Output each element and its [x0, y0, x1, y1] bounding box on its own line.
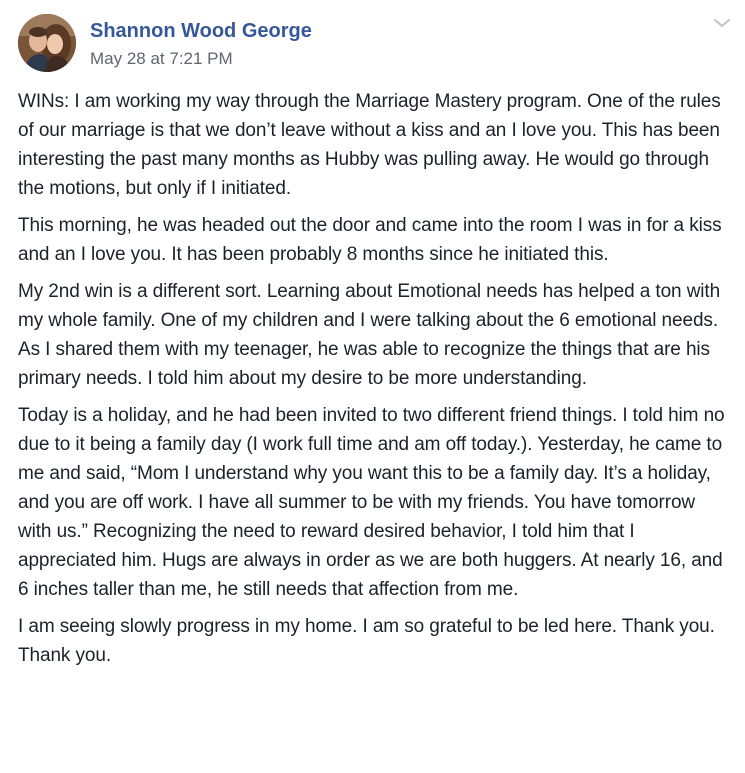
post-header [18, 14, 718, 74]
post-paragraph-3: My 2nd win is a different sort. Learning about Emotional needs has helped a ton with my whole family. One of my children and I were talking about the 6 emotional needs. As I shared them with my teenager, he was able to recognize the things that are his primary needs. I told him about my desire to be more understanding. [18, 281, 721, 389]
avatar[interactable] [18, 14, 76, 72]
chevron-down-icon [712, 16, 732, 30]
post-paragraph-4: Today is a holiday, and he had been invited to two different friend things. I told him no due to it being a family day (I work full time and am off today.). Yesterday, he came to me and said, “Mom I understand why you want this to be a family day. It’s a holiday, and you are off work. I have all summer to be with my friends. You have tomorrow with us.” Recognizing the need to reward desired behavior, I told him that I appreciated him. Hugs are always in order as we are both huggers. At nearly 16, and 6 inches taller than me, he still needs that affection from me. [18, 405, 725, 600]
post-paragraph-2: This morning, he was headed out the door and came into the room I was in for a kiss and an I love you. It has been probably 8 months since he initiated this. [18, 215, 722, 265]
avatar-photo [18, 14, 76, 72]
post-menu-button[interactable] [712, 16, 732, 30]
post-timestamp[interactable]: May 28 at 7:21 PM [90, 49, 233, 68]
post-body [18, 87, 733, 678]
author-name[interactable]: Shannon Wood George [90, 20, 312, 42]
post-paragraph-5: I am seeing slowly progress in my home. I am so grateful to be led here. Thank you. Thank you. [18, 616, 715, 666]
post-paragraph-1: WINs: I am working my way through the Marriage Mastery program. One of the rules of our marriage is that we don’t leave without a kiss and an I love you. This has been interesting the past many months as Hubby was pulling away. He would go through the motions, but only if I initiated. [18, 91, 721, 199]
